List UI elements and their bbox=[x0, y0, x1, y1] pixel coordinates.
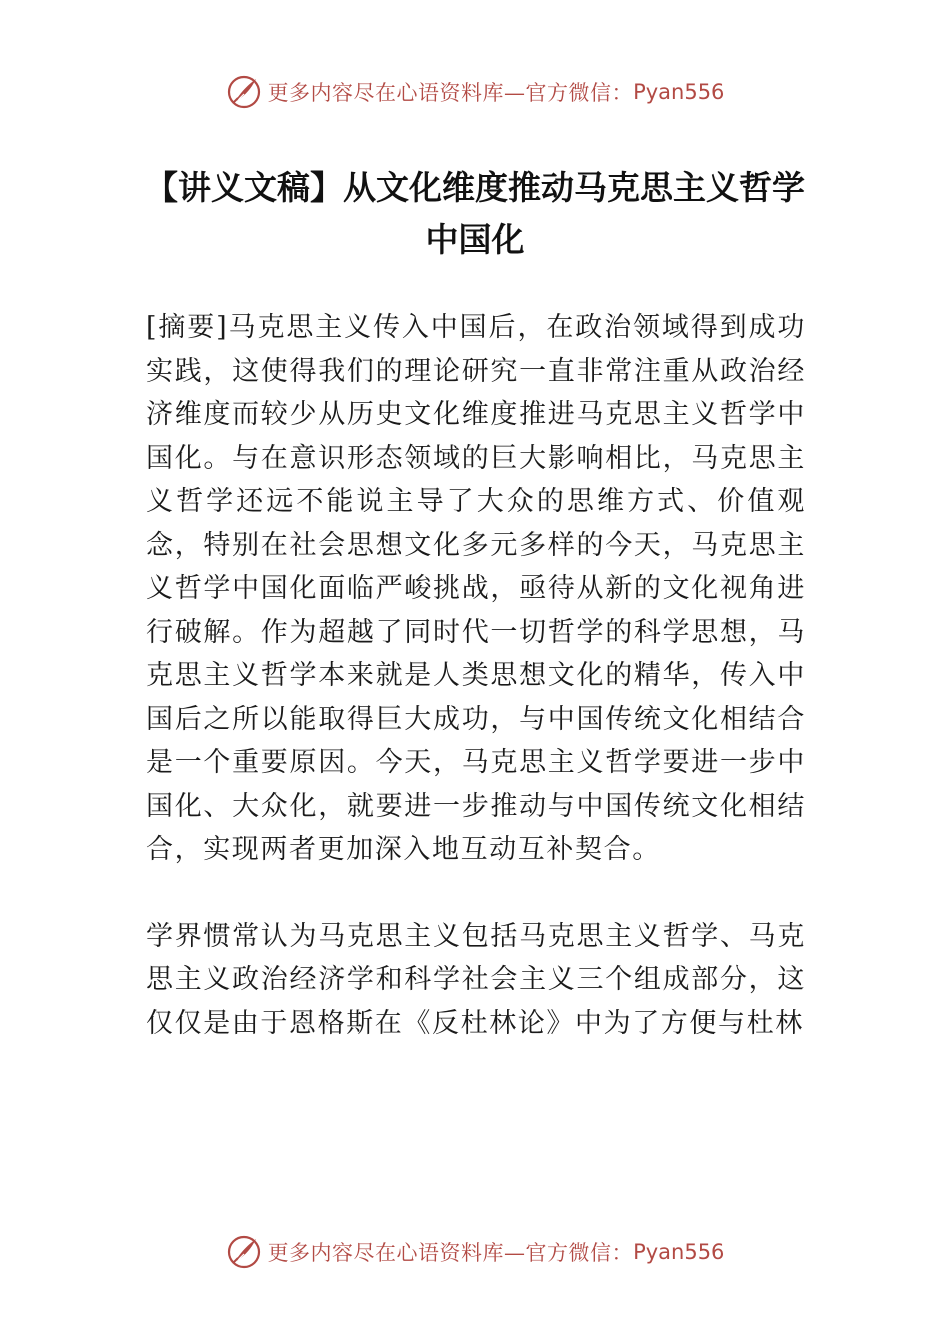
body-paragraph: 学界惯常认为马克思主义包括马克思主义哲学、马克思主义政治经济学和科学社会主义三个组成部分，这仅仅是由于恩格斯在《反杜林论》中为了方便与杜林 bbox=[146, 920, 806, 1039]
document-title: 【讲义文稿】从文化维度推动马克思主义哲学中国化 bbox=[145, 168, 805, 259]
footer-wechat-id: Pyan556 bbox=[633, 1240, 725, 1264]
header-banner bbox=[0, 72, 950, 112]
quill-circle-logo-icon bbox=[226, 1234, 262, 1270]
document-body bbox=[146, 306, 806, 1045]
quill-circle-logo-icon bbox=[226, 74, 262, 110]
abstract-paragraph: [摘要]马克思主义传入中国后，在政治领域得到成功实践，这使得我们的理论研究一直非常注重从政治经济维度而较少从历史文化维度推进马克思主义哲学中国化。与在意识形态领域的巨大影响相比，马克思主义哲学还远不能说主导了大众的思维方式、价值观念，特别在社会思想文化多元多样的今天，马克思主义哲学中国化面临严峻挑战，亟待从新的文化视角进行破解。作为超越了同时代一切哲学的科学思想，马克思主义哲学本来就是人类思想文化的精华，传入中国后之所以能取得巨大成功，与中国传统文化相结合是一个重要原因。今天，马克思主义哲学要进一步中国化、大众化，就要进一步推动与中国传统文化相结合，实现两者更加深入地互动互补契合。 bbox=[146, 312, 806, 865]
footer-banner-text: 更多内容尽在心语资料库—官方微信： bbox=[267, 1241, 634, 1265]
header-banner-text: 更多内容尽在心语资料库—官方微信： bbox=[267, 81, 634, 105]
footer-banner bbox=[0, 1232, 950, 1272]
header-wechat-id: Pyan556 bbox=[633, 80, 725, 104]
